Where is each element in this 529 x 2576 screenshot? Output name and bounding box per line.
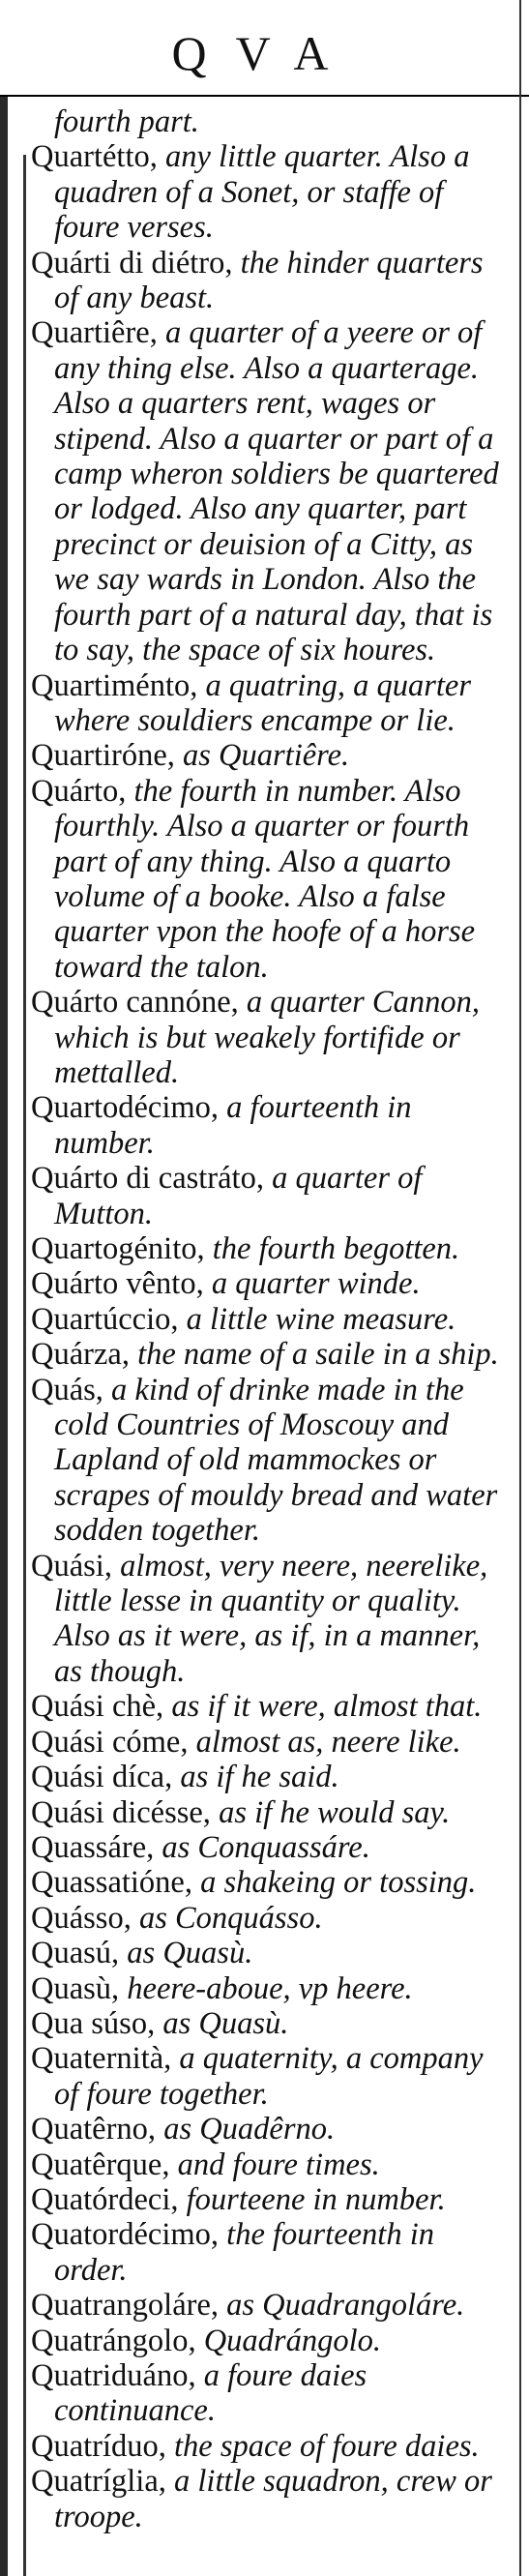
dictionary-entry	[31, 2464, 514, 2534]
entry-headword: Quasù,	[31, 1970, 120, 2006]
dictionary-column	[31, 104, 514, 2534]
entry-headword: Quárto di castráto,	[31, 1161, 264, 1197]
dictionary-entry	[31, 985, 514, 1090]
entry-definition: the name of a saile in a ship.	[137, 1337, 499, 1373]
inner-column-rule	[23, 155, 26, 2576]
entry-headword: Quartétto,	[31, 139, 158, 175]
entry-headword: Quartiróne,	[31, 738, 175, 774]
entry-headword: Qua súso,	[31, 2005, 156, 2041]
dictionary-entry	[31, 1865, 514, 1900]
entry-headword: Quatordécimo,	[31, 2217, 220, 2253]
entry-headword: Quatrangoláre,	[31, 2288, 220, 2324]
entry-definition: a quatring, a quarter where souldiers encampe or lie.	[54, 667, 471, 738]
entry-definition: the fourth in number. Also fourthly. Also a quarter or fourth part of any thing. Also a quarto volume of a booke. Also a false quarter vpon the hoofe of a horse toward the talon.	[54, 773, 476, 985]
entry-definition: almost as, neere like.	[195, 1724, 461, 1760]
dictionary-entry	[31, 1090, 514, 1161]
dictionary-entry	[31, 1337, 514, 1372]
page-header	[0, 0, 529, 97]
dictionary-entry	[31, 2429, 514, 2464]
entry-definition: as Conquásso.	[138, 1900, 323, 1936]
entry-headword: Quárto vênto,	[31, 1266, 204, 1302]
dictionary-entry	[31, 2041, 514, 2112]
dictionary-entry	[31, 139, 514, 245]
entry-definition: almost, very neere, neerelike, little lesse in quantity or quality. Also as it were, as if, in a manner, as though.	[54, 1548, 488, 1689]
entry-definition: any little quarter. Also a quadren of a Sonet, or staffe of foure verses.	[54, 139, 470, 246]
dictionary-entry	[31, 1373, 514, 1549]
dictionary-entry	[31, 1231, 514, 1266]
dictionary-entry	[31, 1936, 514, 1970]
entry-definition: a shakeing or tossing.	[200, 1865, 477, 1901]
entry-headword: Quasú,	[31, 1936, 120, 1971]
entry-definition: as Quartiêre.	[183, 738, 350, 774]
entry-definition: as Quadrangoláre.	[226, 2288, 465, 2324]
dictionary-entry	[31, 2324, 514, 2358]
dictionary-entry	[31, 774, 514, 985]
entry-headword: Quási díca,	[31, 1760, 173, 1795]
header-rule	[0, 95, 529, 97]
entry-headword: Quatríglia,	[31, 2464, 166, 2500]
entry-headword: Quatríduo,	[31, 2428, 166, 2464]
entry-definition: as Quasù.	[162, 2005, 289, 2041]
entry-headword: Quatêrque,	[31, 2147, 170, 2182]
entry-definition: as Quadêrno.	[163, 2112, 336, 2147]
entry-headword: Quassáre,	[31, 1829, 155, 1865]
dictionary-entry	[31, 1689, 514, 1724]
dictionary-entry	[31, 1161, 514, 1231]
dictionary-entry	[31, 1266, 514, 1301]
entry-definition: the fourth begotten.	[212, 1231, 460, 1266]
entry-definition: fourteene in number.	[186, 2181, 446, 2217]
entry-headword: Quartúccio,	[31, 1301, 179, 1337]
entry-definition: a quaternity, a company of foure together.	[54, 2041, 484, 2112]
entry-headword: Quárto,	[31, 773, 127, 809]
entry-definition: fourth part.	[54, 104, 199, 139]
entry-headword: Quatêrno,	[31, 2112, 157, 2147]
entry-definition: the fourteenth in order.	[54, 2217, 434, 2288]
entry-definition: a little squadron, crew or troope.	[54, 2464, 492, 2534]
dictionary-entry	[31, 1549, 514, 1690]
entry-headword: Quási dicésse,	[31, 1794, 211, 1830]
dictionary-entry	[31, 246, 514, 316]
dictionary-entry	[31, 2358, 514, 2429]
entry-definition: a quarter of a yeere or of any thing else. Also a quarterage. Also a quarters rent, wages or stipend. Also a quarter or part of a camp wheron soldiers be quartered or lodged. Also any quarter, part precinct or deuision of a Citty, as we say wards in London. Also the fourth part of a natural day, that is to say, the space of six houres.	[54, 315, 499, 668]
page-title: QVA	[171, 26, 358, 80]
dictionary-entry	[31, 2288, 514, 2323]
entry-headword: Quárti di diétro,	[31, 245, 233, 281]
left-margin-bar	[0, 97, 8, 2576]
entry-headword: Quási,	[31, 1548, 112, 1584]
right-column-rule	[519, 0, 521, 2576]
dictionary-entry	[31, 1971, 514, 2006]
entry-definition: the hinder quarters of any beast.	[54, 245, 484, 316]
entry-headword: Quatrángolo,	[31, 2323, 196, 2358]
entry-headword: Quartogénito,	[31, 1231, 205, 1266]
entry-headword: Quartiménto,	[31, 667, 198, 703]
entry-definition: a little wine measure.	[186, 1301, 456, 1337]
dictionary-entry	[31, 2182, 514, 2217]
dictionary-entry	[31, 104, 514, 139]
entry-definition: a foure daies continuance.	[54, 2358, 367, 2429]
dictionary-entry	[31, 1302, 514, 1337]
dictionary-entry	[31, 1795, 514, 1830]
entry-definition: as Quasù.	[127, 1936, 253, 1971]
entry-headword: Quaternità,	[31, 2041, 172, 2077]
entry-definition: a quarter winde.	[211, 1266, 421, 1302]
entry-headword: Quassatióne,	[31, 1865, 192, 1901]
dictionary-entry	[31, 2147, 514, 2182]
dictionary-entry	[31, 1760, 514, 1794]
entry-definition: as if he would say.	[219, 1794, 451, 1830]
entry-definition: the space of foure daies.	[174, 2428, 480, 2464]
dictionary-entry	[31, 1725, 514, 1760]
entry-definition: as if he said.	[180, 1760, 339, 1795]
entry-definition: Quadrángolo.	[203, 2323, 381, 2358]
entry-headword: Quárto cannóne,	[31, 985, 239, 1021]
entry-definition: a quarter of Mutton.	[54, 1161, 423, 1231]
entry-headword: Quásso,	[31, 1900, 132, 1936]
dictionary-entry	[31, 1830, 514, 1865]
entry-definition: and foure times.	[177, 2147, 380, 2182]
entry-headword: Quási chè,	[31, 1689, 164, 1725]
dictionary-entry	[31, 2112, 514, 2147]
entry-definition: a quarter Cannon, which is but weakely fortifide or mettalled.	[54, 985, 480, 1090]
entry-definition: a kind of drinke made in the cold Countries of Moscouy and Lapland of old mammockes or scrapes of mouldy bread and water sodden together.	[54, 1372, 498, 1549]
entry-definition: heere-aboue, vp heere.	[127, 1970, 413, 2006]
dictionary-entry	[31, 315, 514, 667]
entry-headword: Quatriduáno,	[31, 2358, 196, 2393]
dictionary-entry	[31, 1901, 514, 1936]
entry-headword: Quás,	[31, 1372, 103, 1407]
dictionary-entry	[31, 2006, 514, 2041]
dictionary-entry	[31, 738, 514, 773]
entry-definition: a fourteenth in number.	[54, 1090, 412, 1161]
dictionary-entry	[31, 668, 514, 739]
entry-headword: Quartiêre,	[31, 315, 158, 351]
entry-headword: Quárza,	[31, 1337, 130, 1373]
entry-definition: as if it were, almost that.	[171, 1689, 483, 1725]
entry-headword: Quatórdeci,	[31, 2181, 179, 2217]
dictionary-entry	[31, 2217, 514, 2288]
entry-headword: Quartodécimo,	[31, 1090, 220, 1126]
entry-definition: as Conquassáre.	[162, 1829, 370, 1865]
entry-headword: Quási cóme,	[31, 1724, 189, 1760]
